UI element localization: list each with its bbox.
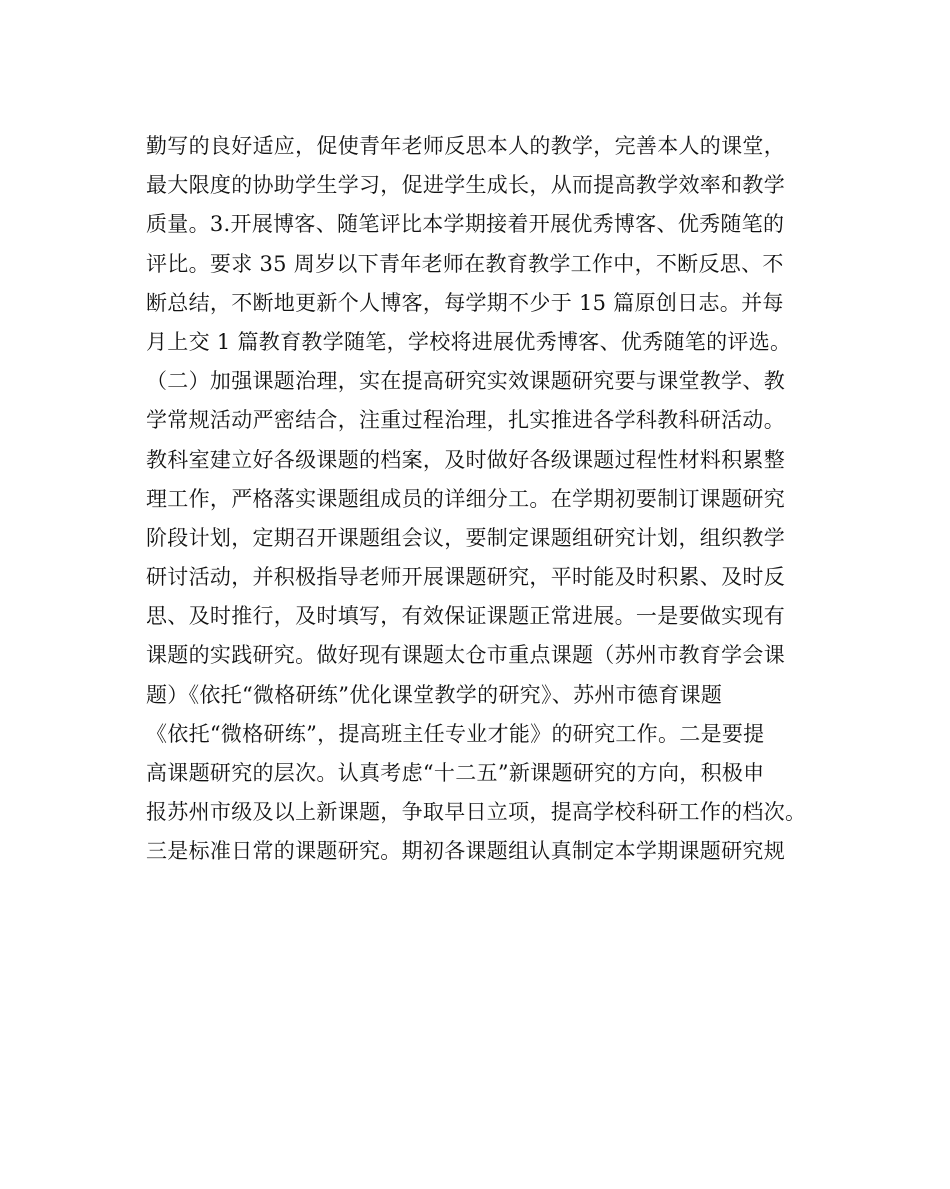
text-line: 《依托“微格研练”，提高班主任专业才能》的研究工作。二是要提: [146, 721, 765, 746]
text-line: 断总结，不断地更新个人博客，每学期不少于 15 篇原创日志。并每: [146, 290, 784, 315]
text-line: 高课题研究的层次。认真考虑“十二五”新课题研究的方向，积极申: [146, 761, 765, 785]
text-line: 评比。要求 35 周岁以下青年老师在教育教学工作中，不断反思、不: [146, 251, 784, 276]
text-line: 教科室建立好各级课题的档案，及时做好各级课题过程性材料积累整: [146, 447, 785, 472]
text-line: 学常规活动严密结合，注重过程治理，扎实推进各学科教科研活动。: [146, 408, 785, 433]
text-line: 最大限度的协助学生学习，促进学生成长，从而提高教学效率和教学: [146, 173, 785, 198]
text-line: 理工作，严格落实课题组成员的详细分工。在学期初要制订课题研究: [146, 486, 785, 511]
text-line: 报苏州市级及以上新课题，争取早日立项，提高学校科研工作的档次。: [146, 800, 807, 825]
text-line: 勤写的良好适应，促使青年老师反思本人的教学，完善本人的课堂，: [146, 134, 785, 158]
text-line: 思、及时推行，及时填写，有效保证课题正常进展。一是要做实现有: [146, 604, 785, 629]
text-line: 三是标准日常的课题研究。期初各课题组认真制定本学期课题研究规: [146, 839, 785, 864]
text-line: 质量。3.开展博客、随笔评比本学期接着开展优秀博客、优秀随笔的: [146, 212, 785, 237]
text-line: 阶段计划，定期召开课题组会议，要制定课题组研究计划，组织教学: [146, 525, 785, 550]
text-line: 研讨活动，并积极指导老师开展课题研究，平时能及时积累、及时反: [146, 565, 785, 590]
text-line: 月上交 1 篇教育教学随笔，学校将进展优秀博客、优秀随笔的评选。: [146, 329, 792, 354]
text-line: （二）加强课题治理，实在提高研究实效课题研究要与课堂教学、教: [146, 369, 785, 394]
body-text: [146, 127, 826, 872]
text-line: 题）《依托“微格研练”优化课堂教学的研究》、苏州市德育课题: [146, 682, 723, 707]
text-line: 课题的实践研究。做好现有课题太仓市重点课题（苏州市教育学会课: [146, 643, 785, 668]
